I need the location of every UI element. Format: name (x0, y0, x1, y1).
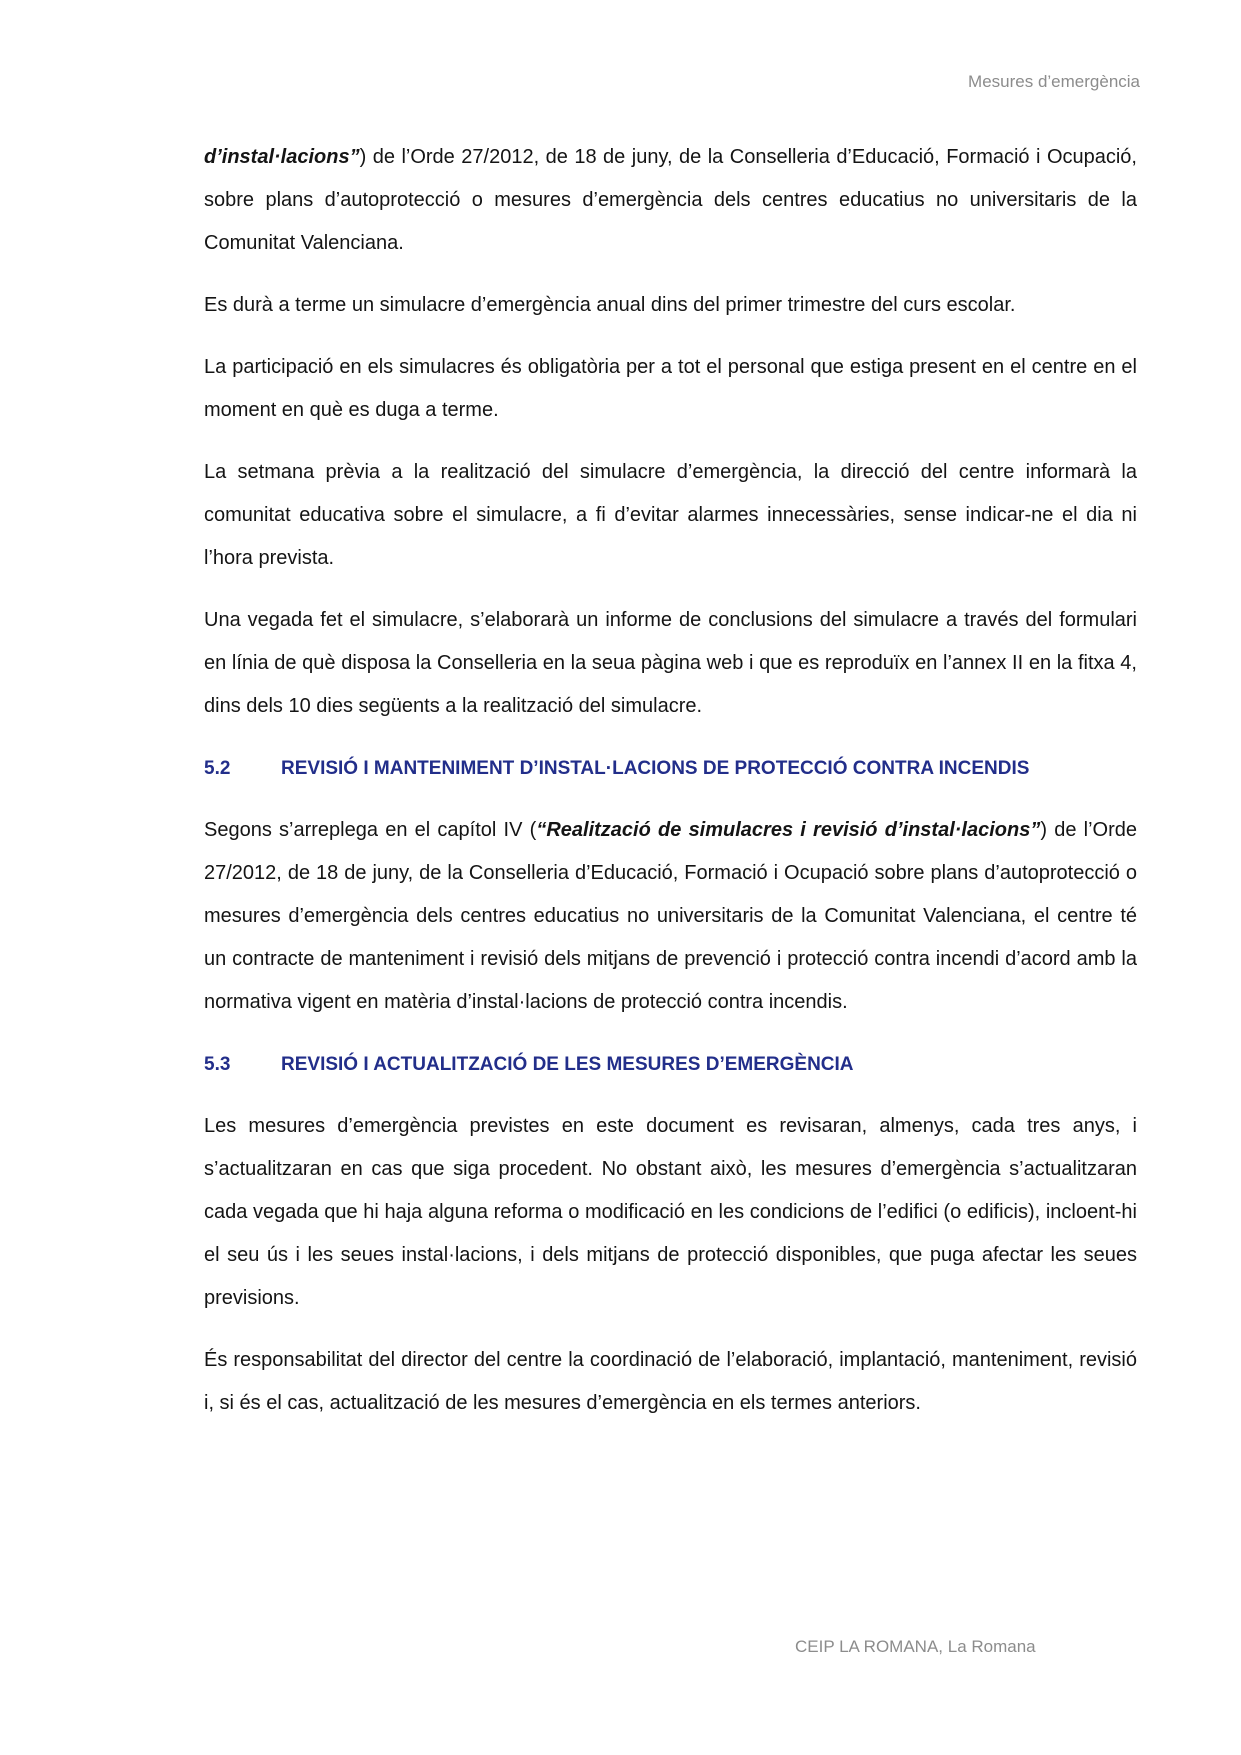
section-title: REVISIÓ I MANTENIMENT D’INSTAL·LACIONS DE PROTECCIÓ CONTRA INCENDIS (281, 758, 1030, 779)
text-run: La setmana prèvia a la realització del simulacre d’emergència, la direcció del centre informarà la comunitat educativa sobre el simulacre, a fi d’evitar alarmes innecessàries, sense indicar-ne el dia ni l’hora prevista. (204, 461, 1137, 569)
paragraph (204, 346, 1137, 432)
text-run: “Realització de simulacres i revisió d’instal·lacions” (536, 819, 1041, 841)
section-title: REVISIÓ I ACTUALITZACIÓ DE LES MESURES D’EMERGÈNCIA (281, 1054, 854, 1075)
text-run: d’instal·lacions” (204, 146, 360, 168)
text-run: Les mesures d’emergència previstes en este document es revisaran, almenys, cada tres anys, i s’actualitzaran en cas que siga procedent. No obstant això, les mesures d’emergència s’actualitzaran cada vegada que hi haja alguna reforma o modificació en les condicions de l’edifici (o edificis), incloent-hi el seu ús i les seues instal·lacions, i dels mitjans de protecció disponibles, que puga afectar les seues previsions. (204, 1115, 1137, 1309)
page-header-title: Mesures d’emergència (968, 72, 1140, 91)
text-run: Una vegada fet el simulacre, s’elaborarà un informe de conclusions del simulacre a través del formulari en línia de què disposa la Conselleria en la seua pàgina web i que es reproduïx en l’annex II en la fitxa 4, dins dels 10 dies següents a la realització del simulacre. (204, 609, 1137, 717)
section-heading (204, 1043, 1137, 1086)
paragraph (204, 1339, 1137, 1425)
section-number: 5.3 (204, 1054, 231, 1075)
paragraph (204, 599, 1137, 728)
text-run: Es durà a terme un simulacre d’emergència anual dins del primer trimestre del curs escolar. (204, 294, 1016, 316)
text-run: ) de l’Orde 27/2012, de 18 de juny, de la Conselleria d’Educació, Formació i Ocupació sobre plans d’autoprotecció o mesures d’emergència dels centres educatius no universitaris de la Comunitat Valenciana, el centre té un contracte de manteniment i revisió dels mitjans de prevenció i protecció contra incendi d’acord amb la normativa vigent en matèria d’instal·lacions de protecció contra incendis. (204, 819, 1137, 1013)
text-run: La participació en els simulacres és obligatòria per a tot el personal que estiga present en el centre en el moment en què es duga a terme. (204, 356, 1137, 421)
section-number: 5.2 (204, 758, 231, 779)
text-run: Segons s’arreplega en el capítol IV ( (204, 819, 537, 841)
paragraph (204, 284, 1137, 327)
text-run: ) de l’Orde 27/2012, de 18 de juny, de la Conselleria d’Educació, Formació i Ocupació, sobre plans d’autoprotecció o mesures d’emergència dels centres educatius no universitaris de la Comunitat Valenciana. (204, 146, 1137, 254)
paragraph (204, 451, 1137, 580)
paragraph (204, 136, 1137, 265)
document-content (204, 136, 1137, 1444)
text-run: És responsabilitat del director del centre la coordinació de l’elaboració, implantació, manteniment, revisió i, si és el cas, actualització de les mesures d’emergència en els termes anteriors. (204, 1349, 1137, 1414)
paragraph (204, 1105, 1137, 1320)
page-footer-text: CEIP LA ROMANA, La Romana (795, 1637, 1036, 1656)
paragraph (204, 809, 1137, 1024)
section-heading (204, 747, 1137, 790)
